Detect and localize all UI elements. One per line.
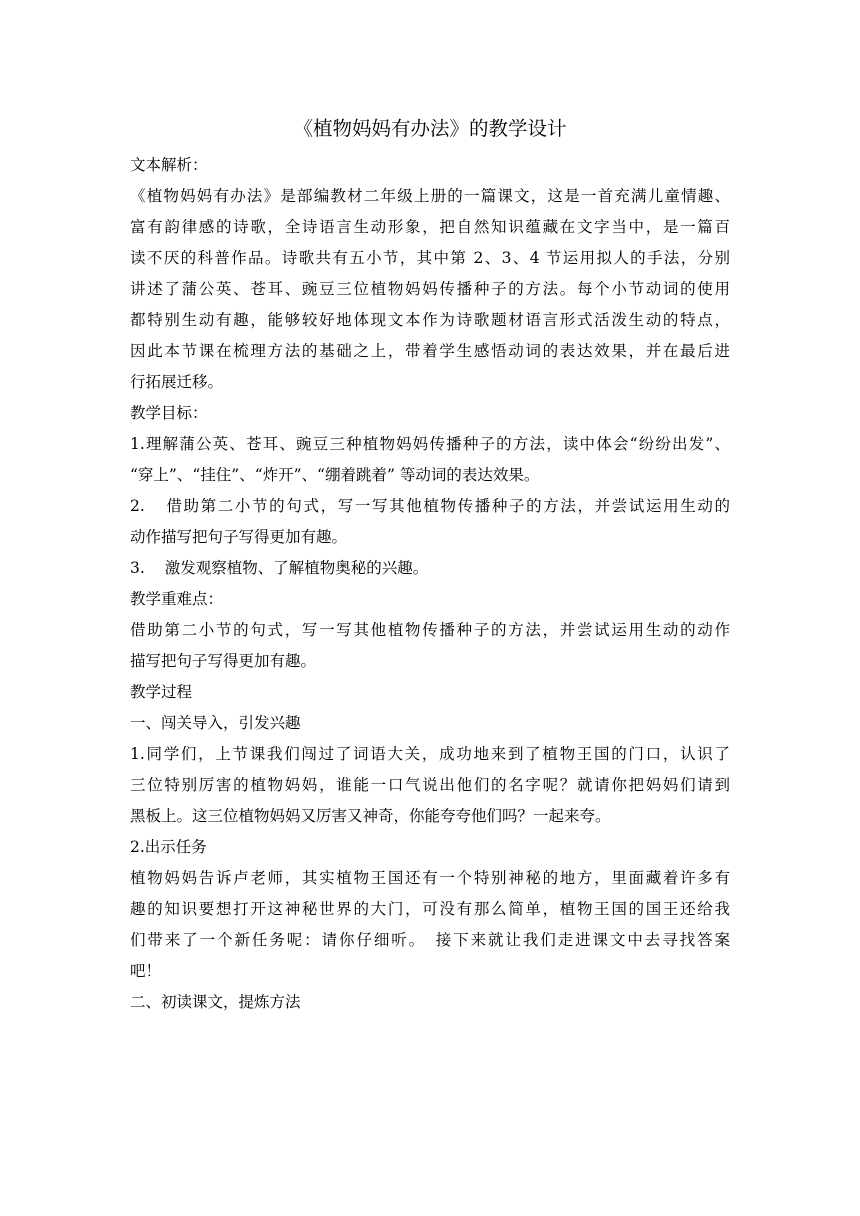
document-title: 《植物妈妈有办法》的教学设计 (293, 117, 567, 140)
analysis-line: 因此本节课在梳理方法的基础之上，带着学生感悟动词的表达效果，并在最后进 (130, 342, 730, 360)
analysis-line: 《植物妈妈有办法》是部编教材二年级上册的一篇课文，这是一首充满儿童情趣、 (130, 187, 730, 205)
goal-3-text: 激发观察植物、了解植物奥秘的兴趣。 (164, 559, 429, 577)
key-points-line: 借助第二小节的句式，写一写其他植物传播种子的方法，并尝试运用生动的动作 (130, 621, 730, 639)
part-1-heading: 一、闯关导入，引发兴趣 (130, 714, 301, 732)
document-page (130, 112, 730, 1018)
analysis-line: 都特别生动有趣，能够较好地体现文本作为诗歌题材语言形式活泼生动的特点， (130, 311, 730, 329)
step-2-line: 们带来了一个新任务呢：请你仔细听。 接下来就让我们走进课文中去寻找答案 (130, 931, 730, 949)
step-2-heading: 2.出示任务 (130, 838, 207, 856)
key-points-line: 描写把句子写得更加有趣。 (130, 652, 317, 670)
goal-2-line (130, 491, 730, 522)
goal-2-text: 借助第二小节的句式，写一写其他植物传播种子的方法，并尝试运用生动的 (164, 497, 730, 515)
goal-1-line: 1.理解蒲公英、苍耳、豌豆三种植物妈妈传播种子的方法，读中体会“纷纷出发”、 (130, 435, 730, 453)
step-2-line: 植物妈妈告诉卢老师，其实植物王国还有一个特别神秘的地方，里面藏着许多有 (130, 869, 730, 887)
step-1-line: 1.同学们，上节课我们闯过了词语大关，成功地来到了植物王国的门口，认识了 (130, 745, 730, 763)
step-2-line: 趣的知识要想打开这神秘世界的大门，可没有那么简单，植物王国的国王还给我 (130, 900, 730, 918)
goal-2-number: 2. (130, 497, 145, 515)
analysis-heading: 文本解析： (130, 156, 208, 174)
analysis-line: 行拓展迁移。 (130, 373, 224, 391)
process-heading: 教学过程 (130, 683, 193, 701)
part-2-heading: 二、初读课文，提炼方法 (130, 993, 301, 1011)
goal-2-line: 动作描写把句子写得更加有趣。 (130, 528, 348, 546)
step-1-line: 三位特别厉害的植物妈妈，谁能一口气说出他们的名字呢？就请你把妈妈们请到 (130, 776, 730, 794)
step-1-line: 黑板上。这三位植物妈妈又厉害又神奇，你能夸夸他们吗？一起来夸。 (130, 807, 611, 825)
goal-3-number: 3. (130, 559, 145, 577)
step-2-line: 吧！ (130, 962, 162, 980)
key-points-heading: 教学重难点： (130, 590, 224, 608)
goals-heading: 教学目标： (130, 404, 208, 422)
goal-1-line: “穿上”、“挂住”、“炸开”、“绷着跳着” 等动词的表达效果。 (130, 466, 540, 484)
analysis-line: 富有韵律感的诗歌，全诗语言生动形象，把自然知识蕴藏在文字当中，是一篇百 (130, 218, 730, 236)
analysis-line: 讲述了蒲公英、苍耳、豌豆三位植物妈妈传播种子的方法。每个小节动词的使用 (130, 280, 730, 298)
analysis-line: 读不厌的科普作品。诗歌共有五小节，其中第 2、3、4 节运用拟人的手法，分别 (130, 249, 730, 267)
goal-3-line (130, 553, 730, 584)
